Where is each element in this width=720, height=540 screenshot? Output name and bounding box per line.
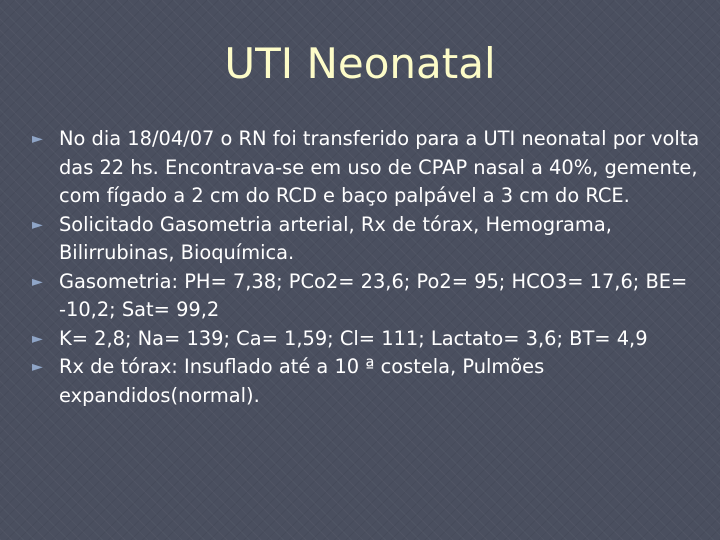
- bullet-arrow-icon: ►: [32, 359, 43, 375]
- bullet-list: [32, 125, 702, 410]
- bullet-item: [32, 211, 702, 268]
- bullet-arrow-icon: ►: [32, 216, 43, 233]
- slide-title: UTI Neonatal: [224, 39, 496, 88]
- bullet-text: Solicitado Gasometria arterial, Rx de tórax, Hemograma, Bilirrubinas, Bioquímica.: [59, 212, 612, 264]
- bullet-item: [32, 325, 702, 354]
- bullet-arrow-icon: ►: [32, 330, 43, 347]
- bullet-arrow-icon: ►: [32, 273, 43, 290]
- bullet-text: Rx de tórax: Insuflado até a 10 ª costela, Pulmões expandidos(normal).: [59, 355, 545, 407]
- bullet-item: [32, 125, 702, 211]
- bullet-text: Gasometria: PH= 7,38; PCo2= 23,6; Po2= 95; HCO3= 17,6; BE= -10,2; Sat= 99,2: [59, 269, 688, 321]
- bullet-item: [32, 268, 702, 325]
- bullet-arrow-icon: ►: [32, 131, 43, 147]
- bullet-text: K= 2,8; Na= 139; Ca= 1,59; Cl= 111; Lactato= 3,6; BT= 4,9: [59, 326, 648, 350]
- bullet-text: No dia 18/04/07 o RN foi transferido para a UTI neonatal por volta das 22 hs. Encontrava-se em uso de CPAP nasal a 40%, gemente, com fígado a 2 cm do RCD e baço palpável a 3 cm do RCE.: [59, 127, 700, 207]
- bullet-item: [32, 353, 702, 410]
